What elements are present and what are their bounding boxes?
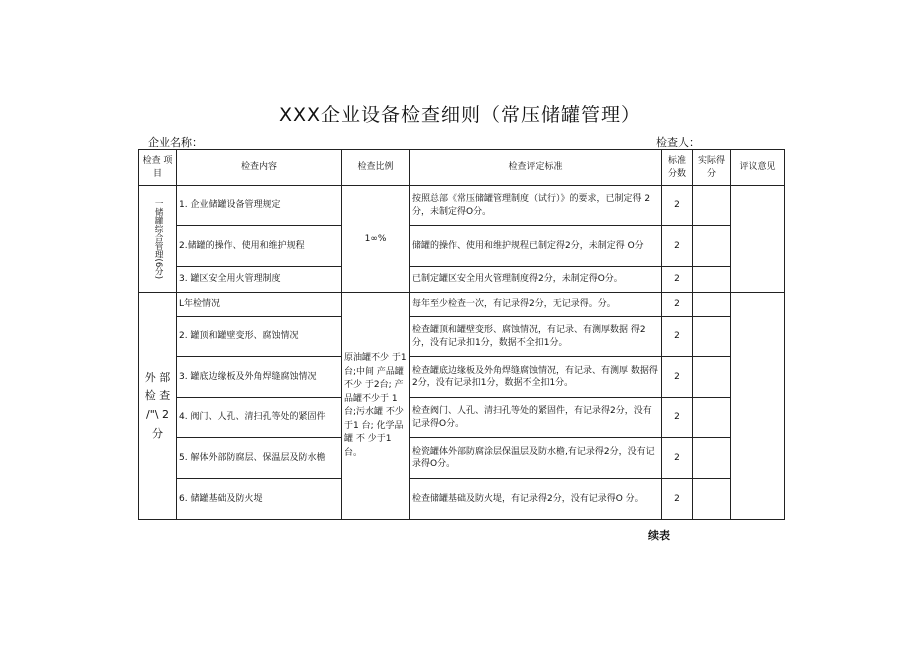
criteria-cell: 每年至少检查一次，有记录得2分，无记录得。分。	[410, 293, 662, 317]
std-score-cell: 2	[662, 357, 693, 398]
table-row	[139, 186, 785, 226]
std-score-cell: 2	[662, 438, 693, 479]
table-row	[139, 267, 785, 293]
table-row	[139, 226, 785, 267]
content-cell: 2.储罐的操作、使用和维护规程	[177, 226, 342, 267]
inspector-label: 检查人：	[656, 136, 700, 149]
header-item: 检查 项目	[139, 150, 177, 186]
criteria-cell: 检查储罐基础及防火堤，有记录得2分，没有记录得O 分。	[410, 479, 662, 520]
page-title: XXX企业设备检查细则（常压储罐管理）	[278, 104, 642, 126]
std-score-cell: 2	[662, 479, 693, 520]
comment-cell-1[interactable]	[731, 186, 785, 293]
actual-score-cell[interactable]	[693, 267, 731, 293]
content-cell: 5. 解体外部防腐层、保温层及防水檐	[177, 438, 342, 479]
content-cell: L年检情况	[177, 293, 342, 317]
std-score-cell: 2	[662, 293, 693, 317]
comment-cell-2[interactable]	[731, 293, 785, 520]
ratio-cell-1: 1∞%	[342, 186, 410, 293]
header-criteria: 检查评定标准	[410, 150, 662, 186]
actual-score-cell[interactable]	[693, 226, 731, 267]
std-score-cell: 2	[662, 398, 693, 438]
actual-score-cell[interactable]	[693, 186, 731, 226]
actual-score-cell[interactable]	[693, 317, 731, 357]
header-row	[139, 150, 785, 186]
content-cell: 3. 罐底边缘板及外角焊缝腐蚀情况	[177, 357, 342, 398]
criteria-cell: 已制定罐区安全用火管理制度得2分，未制定得O分。	[410, 267, 662, 293]
criteria-cell: 检瓷罐体外部防腐涂层保温层及防水檐,有记录得2分，没有记录得O分。	[410, 438, 662, 479]
header-std-score: 标准分数	[662, 150, 693, 186]
criteria-cell: 检查阀门、人孔、清扫孔等处的紧固件，有记录得2分，没有记录得O分。	[410, 398, 662, 438]
actual-score-cell[interactable]	[693, 357, 731, 398]
actual-score-cell[interactable]	[693, 293, 731, 317]
actual-score-cell[interactable]	[693, 438, 731, 479]
table-row	[139, 438, 785, 479]
company-name-label: 企业名称：	[148, 136, 203, 149]
criteria-cell: 储罐的操作、使用和维护规程已制定得2分，未制定得 O分	[410, 226, 662, 267]
header-comment: 评议意见	[731, 150, 785, 186]
table-row	[139, 293, 785, 317]
header-ratio: 检查比例	[342, 150, 410, 186]
std-score-cell: 2	[662, 226, 693, 267]
std-score-cell: 2	[662, 317, 693, 357]
content-cell: 6. 储罐基础及防火堤	[177, 479, 342, 520]
header-actual-score: 实际得分	[693, 150, 731, 186]
table-row	[139, 357, 785, 398]
category-label-1: 一储罐综合管理(6分)	[153, 198, 164, 280]
criteria-cell: 检查罐底边缘板及外角焊缝腐蚀情况，有记录、有测厚 数据得2分，没有记录扣1分，数据不全扣1分。	[410, 357, 662, 398]
table-row	[139, 317, 785, 357]
table-row	[139, 479, 785, 520]
ratio-cell-2: 原油罐不少 于1台;中间 产品罐不少 于2台; 产 品罐不少于 1台;污水罐 不少于1 台; 化学品罐 不 少于1台。	[342, 293, 410, 520]
continued-label: 续表	[648, 529, 670, 542]
std-score-cell: 2	[662, 267, 693, 293]
category-cell-1	[139, 186, 177, 293]
category-cell-2: 外 部 检 查 /"\ 2 分	[139, 293, 177, 520]
actual-score-cell[interactable]	[693, 398, 731, 438]
content-cell: 3. 罐区安全用火管理制度	[177, 267, 342, 293]
table-row	[139, 398, 785, 438]
std-score-cell: 2	[662, 186, 693, 226]
content-cell: 1. 企业储罐设备管理规定	[177, 186, 342, 226]
content-cell: 4. 阀门、人孔、清扫孔等处的紧固件	[177, 398, 342, 438]
inspection-table	[138, 149, 785, 520]
actual-score-cell[interactable]	[693, 479, 731, 520]
header-content: 检查内容	[177, 150, 342, 186]
content-cell: 2. 罐顶和罐壁变形、腐蚀情况	[177, 317, 342, 357]
criteria-cell: 检查罐顶和罐壁变形、腐蚀情况，有记录、有测厚数据 得2分，没有记录扣1分，数据不全扣1分。	[410, 317, 662, 357]
criteria-cell: 按照总部《常压储罐管理制度（试行）》的要求，已制定得 2分，未制定得O分。	[410, 186, 662, 226]
